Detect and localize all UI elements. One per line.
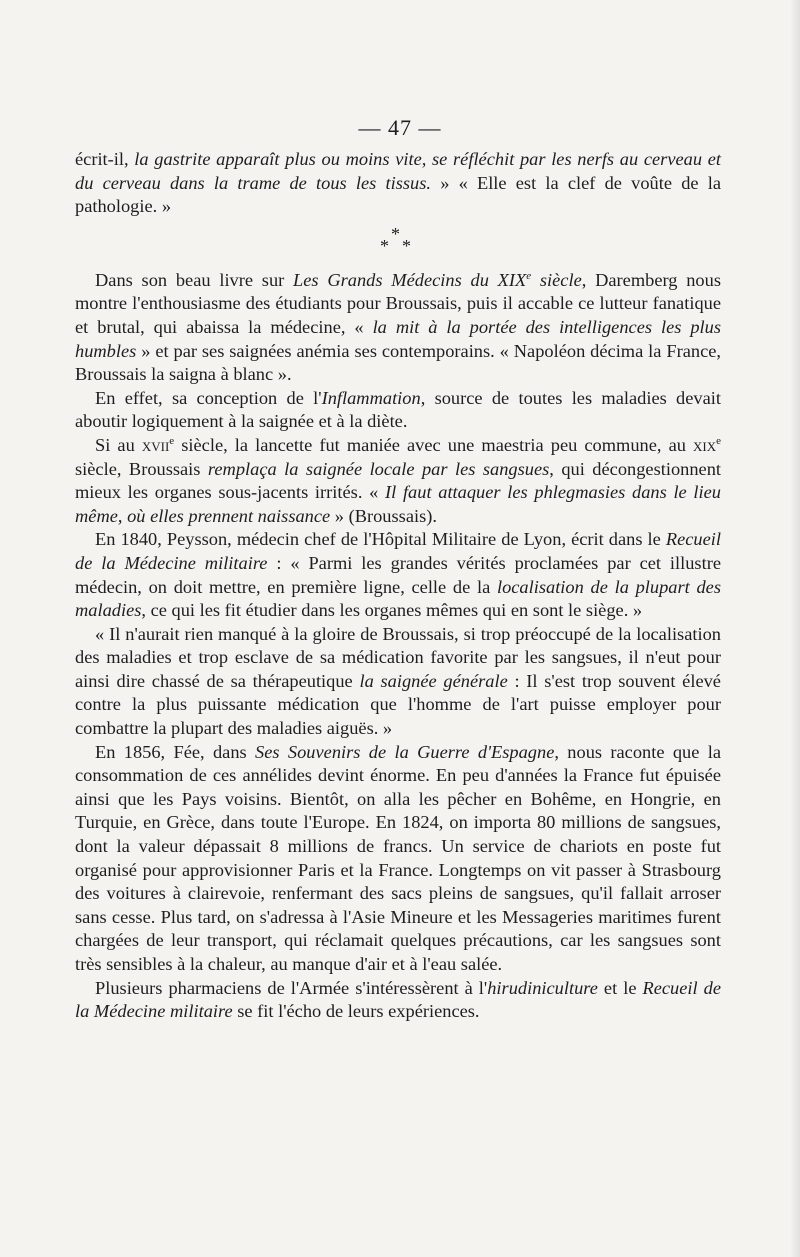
text-run: siècle, la lancette fut maniée avec une maestria peu commune, au <box>174 434 693 455</box>
text-run: , Daremberg nous montre l'enthousiasme des étudiants pour Broussais, puis il accable ce lutteur fanatique et brutal, qui abaissa la médecine, « <box>75 269 721 337</box>
page-edge-shadow <box>790 0 800 1257</box>
text-run: et le <box>597 977 643 998</box>
text-run: En 1856, Fée, dans <box>95 741 256 762</box>
asterisk: * <box>391 223 400 244</box>
superscript: e <box>716 434 721 447</box>
text-run: , <box>117 505 128 526</box>
body-text <box>75 148 721 1024</box>
italic-run: Inflammation <box>321 387 421 408</box>
text-run: Si au <box>95 434 142 455</box>
italic-run: remplaça la saignée locale par les sangsues <box>207 458 550 479</box>
italic-run: Les Grands Médecins du XIX <box>293 269 527 290</box>
paragraph-7 <box>75 741 721 977</box>
asterism-divider <box>75 223 721 265</box>
paragraph-5 <box>75 528 721 622</box>
italic-run: hirudiniculture <box>487 977 598 998</box>
text-run: siècle, Broussais <box>75 458 208 479</box>
italic-run: la gastrite apparaît plus ou moins vite, se réfléchit par les nerfs au cerveau et du cerveau dans la trame de tous les tissus. <box>75 149 721 193</box>
text-run: , ce qui les fit étudier dans les organes mêmes qui en sont le siège. » <box>141 600 643 621</box>
text-run: Dans son beau livre sur <box>95 269 294 290</box>
superscript: e <box>526 269 532 282</box>
text-run: » et par ses saignées anémia ses contemporains. « Napoléon décima la France, Broussais la saigna à blanc ». <box>75 340 721 385</box>
asterisk: * <box>402 235 411 256</box>
text-run: , qui décongestionnent mieux les organes sous-jacents irrités. « <box>75 458 722 503</box>
text-run: , nous raconte que la consommation de ces annélides devint énorme. En peu d'années la France fut épuisée ainsi que les Pays voisins. Bientôt, on alla les pêcher en Bohême, en Hongrie, en Turquie, en Grèce, dans toute l'Europe. En 1824, on importa 80 millions de sangsues, dont la valeur dépassait 8 millions de francs. Un service de chariots en poste fut organisé pour approvisionner Paris et la France. Longtemps on vit passer à Strasbourg des voitures à clairevoie, renfermant des sacs pleins de sangsues, qu'il fallait arroser sans cesse. Plus tard, on s'adressa à l'Asie Mineure et les Messageries maritimes furent chargées de leur transport, qui réclamait quelques précautions, car les sangsues sont très sensibles à la chaleur, au manque d'air et à l'eau salée. <box>75 741 722 974</box>
italic-run: Recueil de la Médecine militaire <box>75 977 722 1022</box>
paragraph-3 <box>75 387 721 434</box>
text-run: En 1840, Peysson, médecin chef de l'Hôpital Militaire de Lyon, écrit dans le <box>95 529 666 550</box>
small-caps-run: xix <box>693 434 717 455</box>
text-run: se fit l'écho de leurs expériences. <box>232 1001 480 1022</box>
italic-run: Il faut attaquer les phlegmasies dans le lieu même <box>75 482 721 526</box>
italic-run: la mit à la portée des intelligences les plus humbles <box>75 316 721 361</box>
italic-run: localisation de la plupart des maladies <box>75 576 721 621</box>
text-run: « Il n'aurait rien manqué à la gloire de Broussais, si trop préoccupé de la localisation des maladies et trop esclave de sa médication favorite par les sangsues, il n'eut pour ainsi dire chassé de sa thérapeutique <box>75 623 721 691</box>
small-caps-run: xvii <box>141 434 170 455</box>
page-number: — 47 — <box>358 115 442 140</box>
text-run: écrit-il, <box>75 149 135 169</box>
italic-run: où elles prennent naissance <box>127 505 331 526</box>
paragraph-4 <box>75 434 721 528</box>
italic-run: siècle <box>531 269 582 290</box>
asterisk: * <box>380 235 389 256</box>
text-run: : Il s'est trop souvent élevé contre la plus puissante médication que l'homme de l'art puisse employer pour combattre la plupart des maladies aiguës. » <box>75 670 721 739</box>
text-run: , source de toutes les maladies devait aboutir logiquement à la saignée et à la diète. <box>75 387 721 432</box>
italic-run: Ses Souvenirs de la Guerre d'Espagne <box>255 741 555 762</box>
italic-run: la saignée générale <box>359 670 508 691</box>
paragraph-6 <box>75 623 721 741</box>
text-run: : « Parmi les grandes vérités proclamées par cet illustre médecin, on doit mettre, en première ligne, celle de la <box>75 552 721 597</box>
italic-run: Recueil de la Médecine militaire <box>75 529 721 573</box>
paragraph-2 <box>75 269 721 387</box>
paragraph-8 <box>75 977 721 1024</box>
text-run: En effet, sa conception de l' <box>95 387 322 408</box>
superscript: e <box>169 434 175 447</box>
text-run: » « Elle est la clef de voûte de la pathologie. » <box>75 172 722 217</box>
text-run: Plusieurs pharmaciens de l'Armée s'intéressèrent à l' <box>95 977 488 998</box>
text-run: » (Broussais). <box>330 505 437 526</box>
paragraph-1 <box>75 148 721 219</box>
